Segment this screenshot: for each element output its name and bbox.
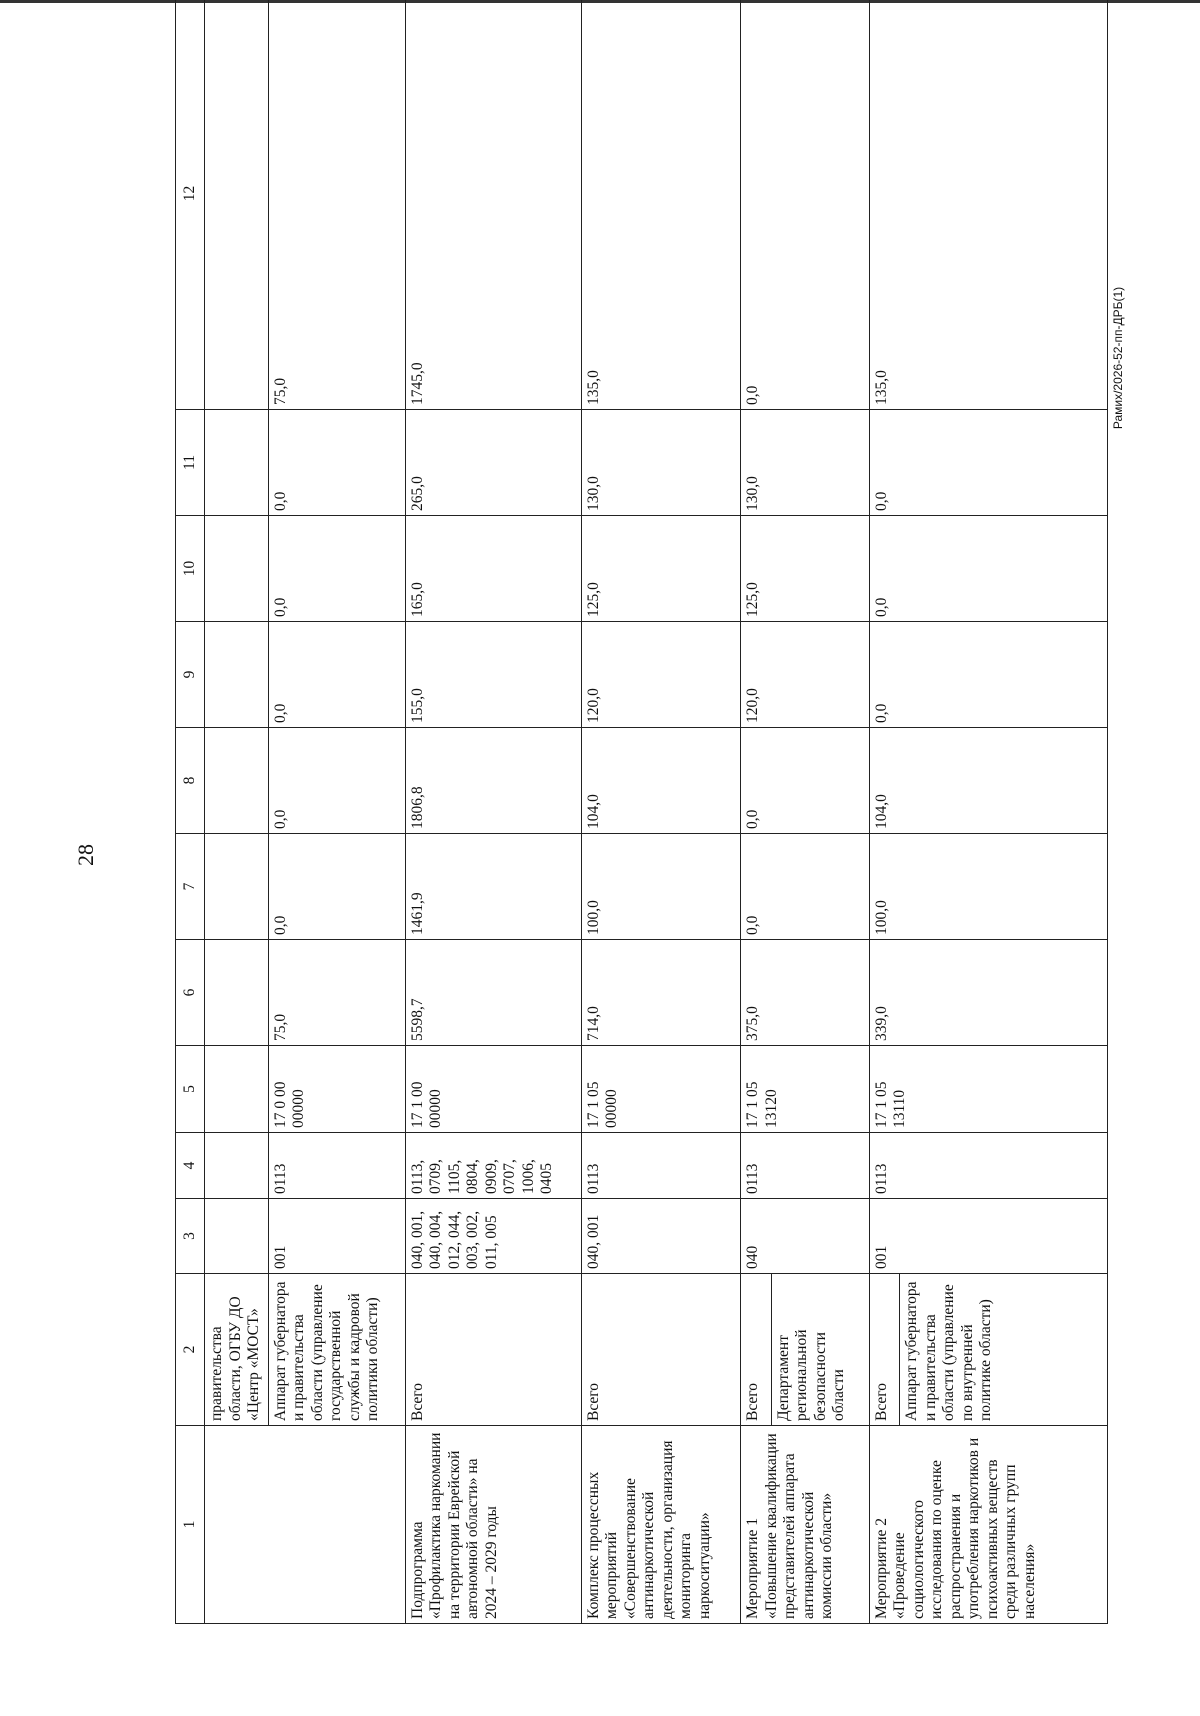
table-cell — [205, 728, 269, 834]
table-cell: Аппарат губернатора и правительства области (управление государственной службы и кадровой политики области) — [268, 1274, 405, 1426]
table-cell — [205, 940, 269, 1046]
col-header-7: 7 — [176, 834, 205, 940]
table-cell: 135,0 — [869, 0, 1107, 410]
table-cell — [205, 1133, 269, 1199]
table-row — [405, 0, 581, 1624]
table-row — [869, 0, 900, 1624]
table-cell — [205, 0, 269, 410]
col-header-10: 10 — [176, 516, 205, 622]
table-cell: Комплекс процессных мероприятий «Совершенствование антинаркотической деятельности, организация мониторинга наркоситуации» — [581, 1426, 740, 1624]
table-cell: правительства области, ОГБУ ДО «Центр «МОСТ» — [205, 1274, 269, 1426]
table-cell: 0,0 — [268, 410, 405, 516]
table-cell: Всего — [869, 1274, 900, 1426]
table-cell: 1745,0 — [405, 0, 581, 410]
table-cell: 0,0 — [268, 728, 405, 834]
table-cell: 001 — [869, 1199, 1107, 1274]
footer-code-text: Рамих/2026-52-пп-ДРБ(1) — [1111, 286, 1125, 430]
col-header-4: 4 — [176, 1133, 205, 1199]
table-cell: 040, 001, 040, 004, 012, 044, 003, 002, 011, 005 — [405, 1199, 581, 1274]
table-cell: Департамент региональной безопасности области — [771, 1274, 869, 1426]
table-cell: Мероприятие 2 «Проведение социологического исследования по оценке распространения и употребления наркотиков и психоактивных веществ среди различных групп населения» — [869, 1426, 1107, 1624]
table-cell: 0113 — [869, 1133, 1107, 1199]
col-header-8: 8 — [176, 728, 205, 834]
footer-code — [1106, 243, 1130, 483]
table-cell: 0,0 — [268, 622, 405, 728]
table-cell — [205, 1199, 269, 1274]
table-cell — [205, 410, 269, 516]
table-cell: 0,0 — [268, 834, 405, 940]
table-cell — [205, 834, 269, 940]
header-row — [176, 0, 205, 1624]
table-cell — [205, 622, 269, 728]
table-cell: 0113, 0709, 1105, 0804, 0909, 0707, 1006, 0405 — [405, 1133, 581, 1199]
page-number: 28 — [73, 844, 98, 866]
table-cell: 135,0 — [581, 0, 740, 410]
table-cell: 0,0 — [741, 834, 870, 940]
table-cell: 104,0 — [869, 728, 1107, 834]
table-row — [268, 0, 405, 1624]
table-cell: 375,0 — [741, 940, 870, 1046]
table-cell: 125,0 — [741, 516, 870, 622]
budget-table-rotated — [175, 78, 1108, 1624]
table-cell — [205, 1046, 269, 1133]
table-cell: Аппарат губернатора и правительства области (управление по внутренней политике области) — [900, 1274, 1108, 1426]
table-cell: 1461,9 — [405, 834, 581, 940]
table-cell: 040 — [741, 1199, 870, 1274]
table-cell: Мероприятие 1 «Повышение квалификации представителей аппарата антинаркотической комиссии области» — [741, 1426, 870, 1624]
table-cell: 001 — [268, 1199, 405, 1274]
table-cell: 0,0 — [869, 410, 1107, 516]
table-cell — [205, 516, 269, 622]
table-row — [205, 0, 269, 1624]
table-cell: 17 1 05 00000 — [581, 1046, 740, 1133]
table-cell: 040, 001 — [581, 1199, 740, 1274]
table-cell: Всего — [741, 1274, 772, 1426]
col-header-5: 5 — [176, 1046, 205, 1133]
table-cell: 130,0 — [741, 410, 870, 516]
budget-table — [175, 0, 1108, 1624]
table-cell: Подпрограмма «Профилактика наркомании на территории Еврейской автономной области» на 2024 – 2029 годы — [405, 1426, 581, 1624]
table-cell: 5598,7 — [405, 940, 581, 1046]
table-cell: 75,0 — [268, 940, 405, 1046]
table-cell: 0,0 — [741, 728, 870, 834]
table-cell: 104,0 — [581, 728, 740, 834]
table-cell: 165,0 — [405, 516, 581, 622]
table-cell: 120,0 — [581, 622, 740, 728]
table-cell: 17 0 00 00000 — [268, 1046, 405, 1133]
table-cell: 120,0 — [741, 622, 870, 728]
table-cell: 130,0 — [581, 410, 740, 516]
table-cell: 155,0 — [405, 622, 581, 728]
table-cell: 1806,8 — [405, 728, 581, 834]
col-header-2: 2 — [176, 1274, 205, 1426]
col-header-11: 11 — [176, 410, 205, 516]
col-header-12: 12 — [176, 0, 205, 410]
table-cell: 714,0 — [581, 940, 740, 1046]
table-row — [581, 0, 740, 1624]
table-cell: Всего — [581, 1274, 740, 1426]
table-cell: 17 1 05 13120 — [741, 1046, 870, 1133]
table-cell: 339,0 — [869, 940, 1107, 1046]
table-cell: 125,0 — [581, 516, 740, 622]
table-cell: 75,0 — [268, 0, 405, 410]
col-header-9: 9 — [176, 622, 205, 728]
table-cell: 17 1 00 00000 — [405, 1046, 581, 1133]
table-cell — [205, 1426, 406, 1624]
table-cell: 100,0 — [869, 834, 1107, 940]
table-cell: 17 1 05 13110 — [869, 1046, 1107, 1133]
table-cell: 0113 — [268, 1133, 405, 1199]
table-row — [741, 0, 772, 1624]
table-cell: 0,0 — [741, 0, 870, 410]
table-cell: 100,0 — [581, 834, 740, 940]
table-cell: 0113 — [741, 1133, 870, 1199]
table-cell: 265,0 — [405, 410, 581, 516]
col-header-1: 1 — [176, 1426, 205, 1624]
table-cell: 0,0 — [869, 622, 1107, 728]
table-cell: 0,0 — [268, 516, 405, 622]
table-cell: 0,0 — [869, 516, 1107, 622]
table-cell: 0113 — [581, 1133, 740, 1199]
table-cell: Всего — [405, 1274, 581, 1426]
col-header-3: 3 — [176, 1199, 205, 1274]
col-header-6: 6 — [176, 940, 205, 1046]
